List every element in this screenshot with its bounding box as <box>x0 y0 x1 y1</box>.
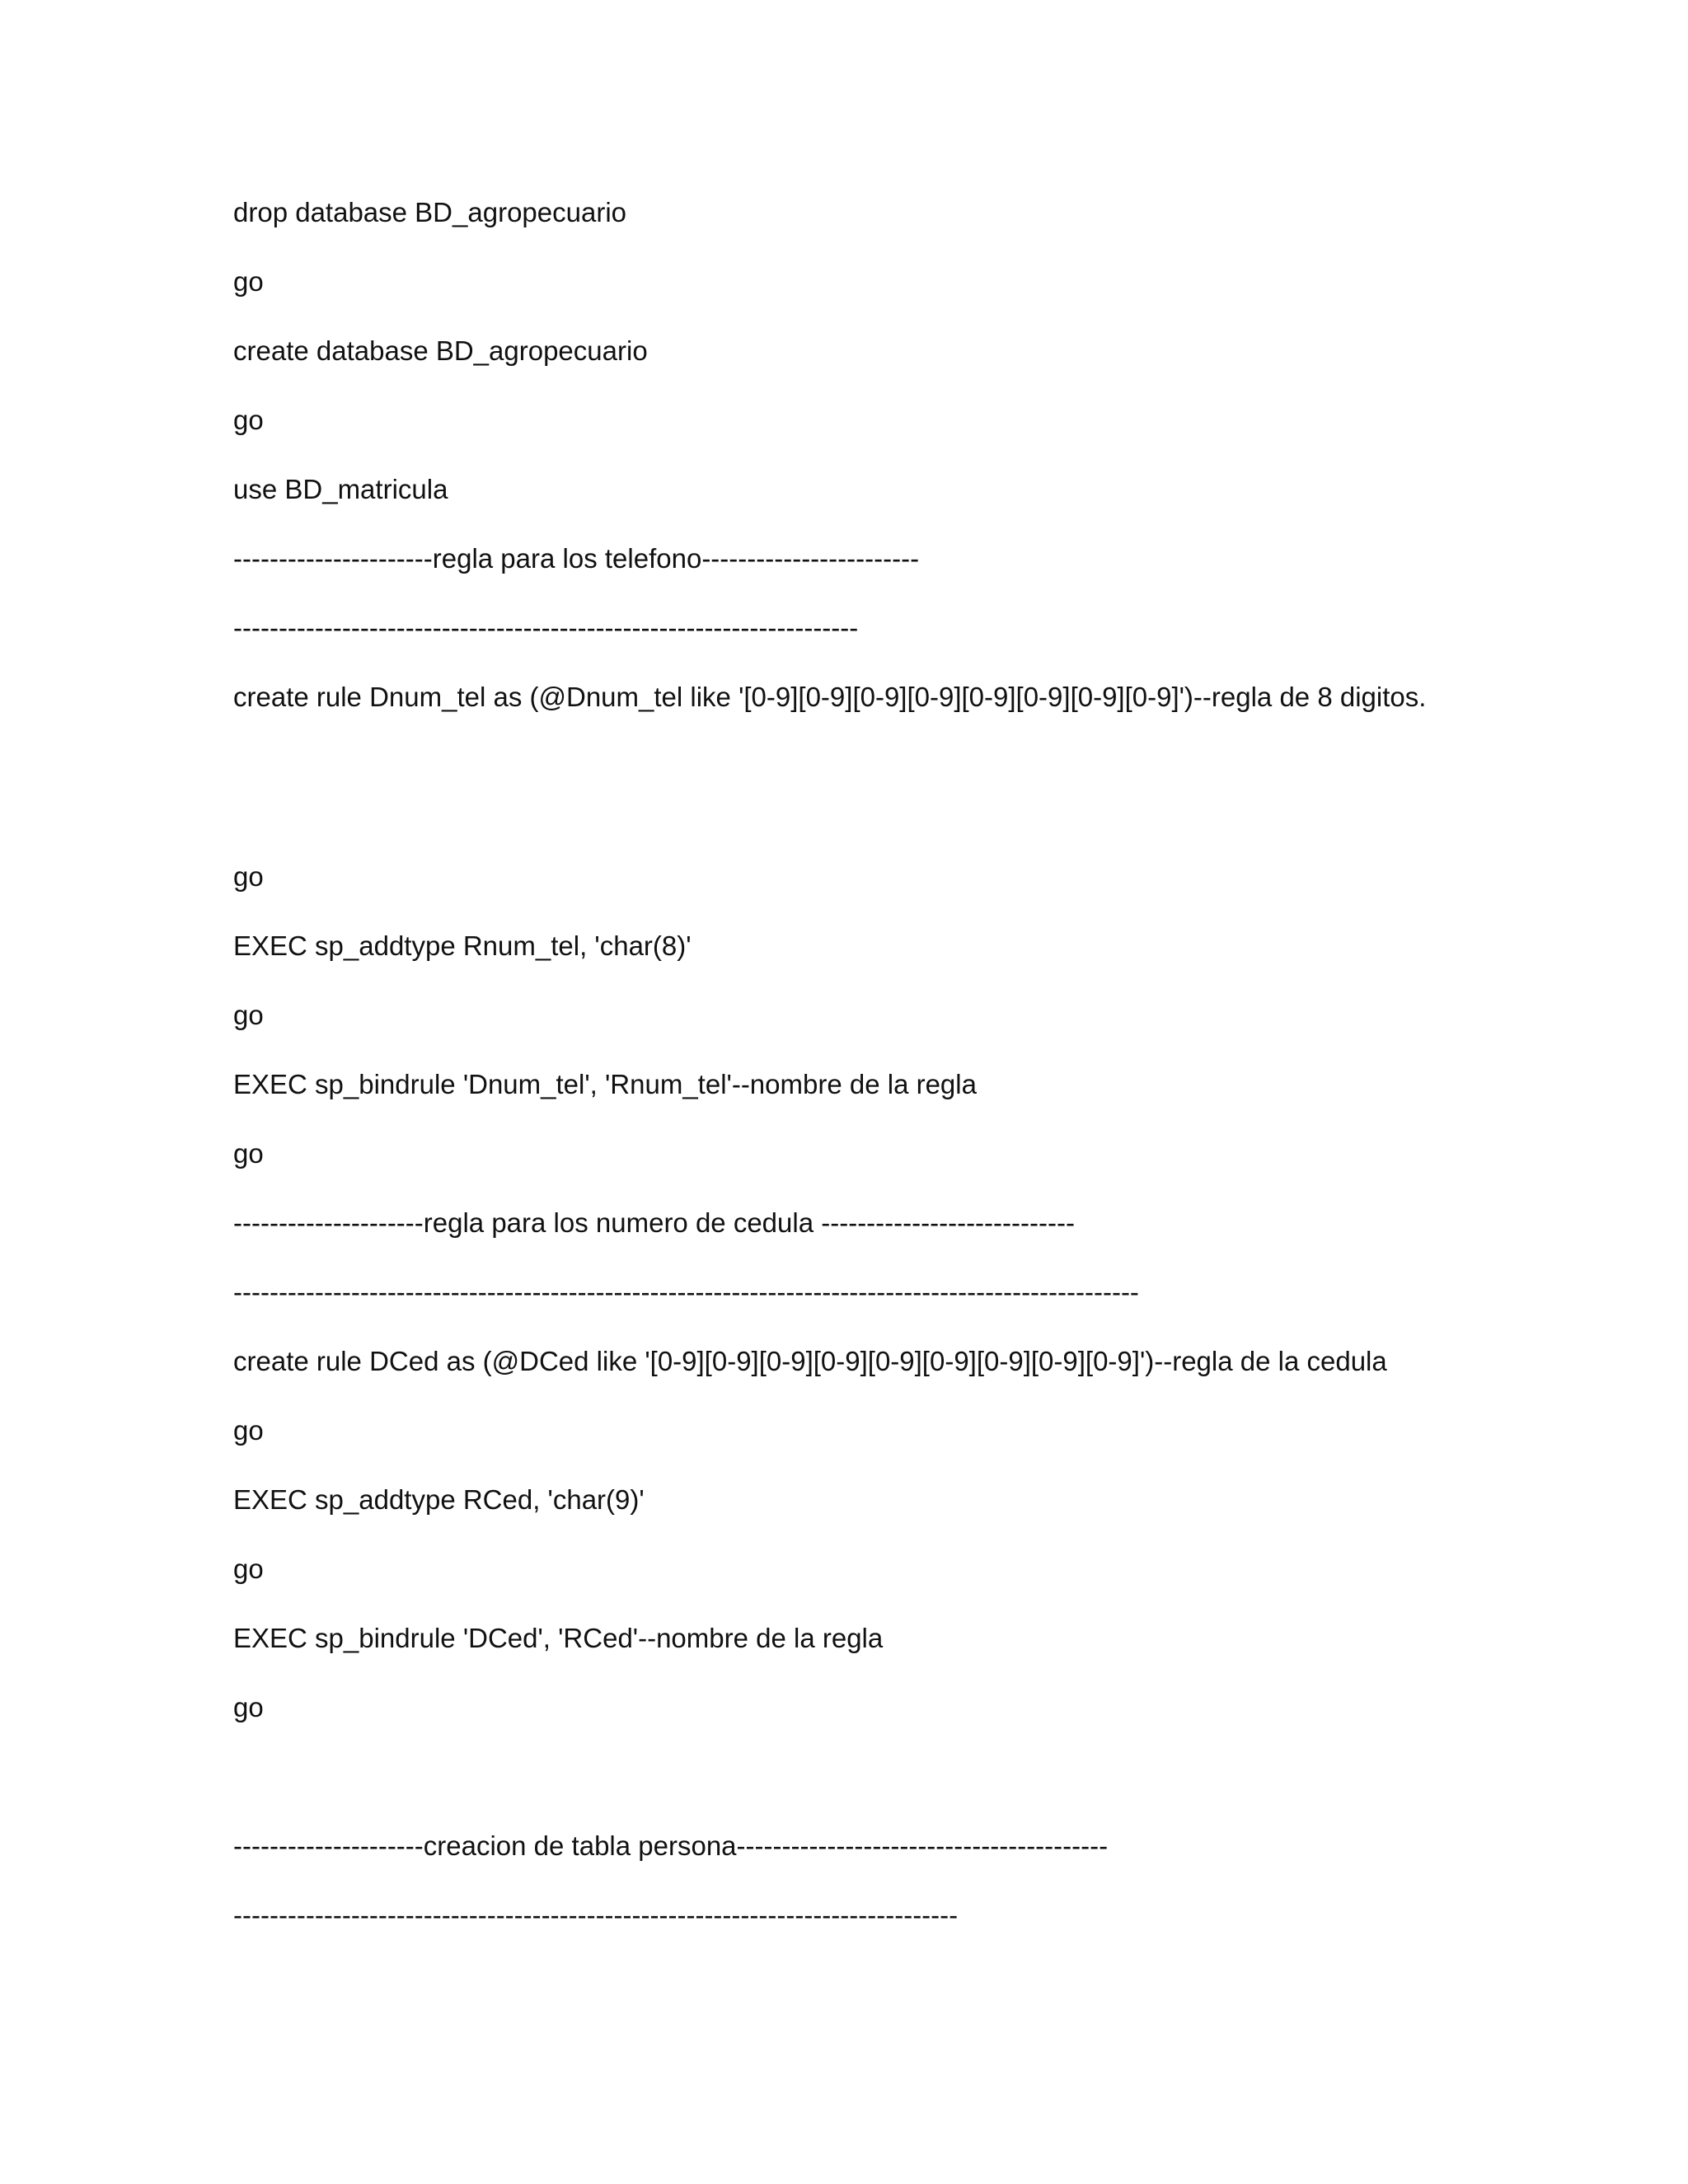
line-go-4: go <box>233 1000 264 1030</box>
line-bindrule-ced: EXEC sp_bindrule 'DCed', 'RCed'--nombre de la regla <box>233 1623 884 1653</box>
line-go-1: go <box>233 266 264 297</box>
line-go-5: go <box>233 1138 264 1169</box>
line-go-3: go <box>233 861 264 892</box>
line-use-database: use BD_matricula <box>233 474 448 504</box>
line-cedula-header: ---------------------regla para los numero de cedula ---------------------------- <box>233 1207 1075 1238</box>
line-drop-database: drop database BD_agropecuario <box>233 197 627 227</box>
line-persona-header: ---------------------creacion de tabla persona----------------------------------------- <box>233 1830 1109 1861</box>
line-bindrule-tel: EXEC sp_bindrule 'Dnum_tel', 'Rnum_tel'--nombre de la regla <box>233 1069 977 1099</box>
line-create-rule-tel: create rule Dnum_tel as (@Dnum_tel like '[0-9][0-9][0-9][0-9][0-9][0-9][0-9][0-9]')--regla de 8 digitos. <box>233 682 1427 712</box>
line-addtype-ced: EXEC sp_addtype RCed, 'char(9)' <box>233 1484 645 1515</box>
line-go-8: go <box>233 1692 264 1722</box>
line-go-2: go <box>233 405 264 435</box>
line-go-7: go <box>233 1554 264 1584</box>
line-telefono-header: ----------------------regla para los telefono------------------------ <box>233 543 920 574</box>
line-go-6: go <box>233 1415 264 1446</box>
line-create-database: create database BD_agropecuario <box>233 335 648 366</box>
line-separator-1: --------------------------------------------------------------------- <box>233 612 859 643</box>
line-separator-3: -------------------------------------------------------------------------------- <box>233 1900 959 1930</box>
line-create-rule-ced: create rule DCed as (@DCed like '[0-9][0-9][0-9][0-9][0-9][0-9][0-9][0-9][0-9]')--regla de la cedula <box>233 1346 1387 1376</box>
line-addtype-tel: EXEC sp_addtype Rnum_tel, 'char(8)' <box>233 930 692 961</box>
line-separator-2: ---------------------------------------------------------------------------------------------------- <box>233 1277 1139 1307</box>
